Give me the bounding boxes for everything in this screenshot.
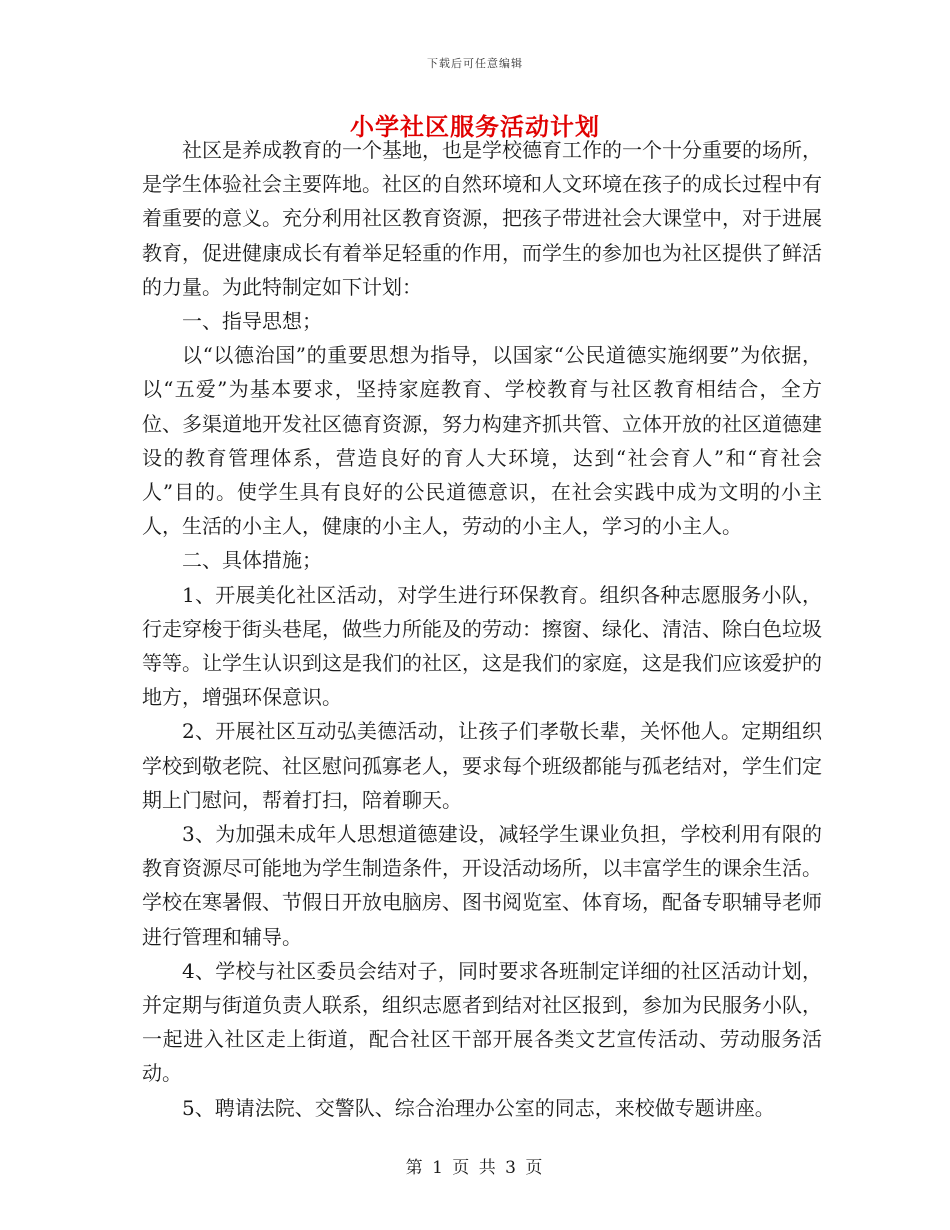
document-title: 小学社区服务活动计划 [350,112,600,141]
page-number: 第 1 页 共 3 页 [405,1158,545,1178]
paragraph-measure-4: 4、学校与社区委员会结对子，同时要求各班制定详细的社区活动计划，并定期与街道负责人联系，组织志愿者到结对社区报到，参加为民服务小队，一起进入社区走上街道，配合社区干部开展各类文艺宣传活动、劳动服务活动。 [142,958,822,1086]
section-heading-guiding-ideology: 一、指导思想； [182,309,322,334]
document-body [142,133,822,1125]
paragraph-measure-3: 3、为加强未成年人思想道德建设，减轻学生课业负担，学校利用有限的教育资源尽可能地为学生制造条件，开设活动场所，以丰富学生的课余生活。学校在寒暑假、节假日开放电脑房、图书阅览室、体育场，配备专职辅导老师进行管理和辅导。 [142,822,822,949]
paragraph-guiding-ideology: 以“以德治国”的重要思想为指导，以国家“公民道德实施纲要”为依据，以“五爱”为基本要求，坚持家庭教育、学校教育与社区教育相结合，全方位、多渠道地开发社区德育资源，努力构建齐抓共管、立体开放的社区道德建设的教育管理体系，营造良好的育人大环境，达到“社会育人”和“育社会人”目的。使学生具有良好的公民道德意识，在社会实践中成为文明的小主人，生活的小主人，健康的小主人，劳动的小主人，学习的小主人。 [142,343,822,539]
header-note: 下载后可任意编辑 [427,57,523,70]
section-heading-measures: 二、具体措施； [182,548,322,573]
paragraph-measure-1: 1、开展美化社区活动，对学生进行环保教育。组织各种志愿服务小队，行走穿梭于街头巷尾，做些力所能及的劳动：擦窗、绿化、清洁、除白色垃圾等等。让学生认识到这是我们的社区，这是我们的家庭，这是我们应该爱护的地方，增强环保意识。 [142,582,822,710]
paragraph-intro: 社区是养成教育的一个基地，也是学校德育工作的一个十分重要的场所，是学生体验社会主要阵地。社区的自然环境和人文环境在孩子的成长过程中有着重要的意义。充分利用社区教育资源，把孩子带进社会大课堂中，对于进展教育，促进健康成长有着举足轻重的作用，而学生的参加也为社区提供了鲜活的力量。为此特制定如下计划： [142,138,822,299]
paragraph-measure-2: 2、开展社区互动弘美德活动，让孩子们孝敬长辈，关怀他人。定期组织学校到敬老院、社区慰问孤寡老人，要求每个班级都能与孤老结对，学生们定期上门慰问，帮着打扫，陪着聊天。 [142,719,822,812]
paragraph-measure-5: 5、聘请法院、交警队、综合治理办公室的同志，来校做专题讲座。 [182,1095,775,1120]
